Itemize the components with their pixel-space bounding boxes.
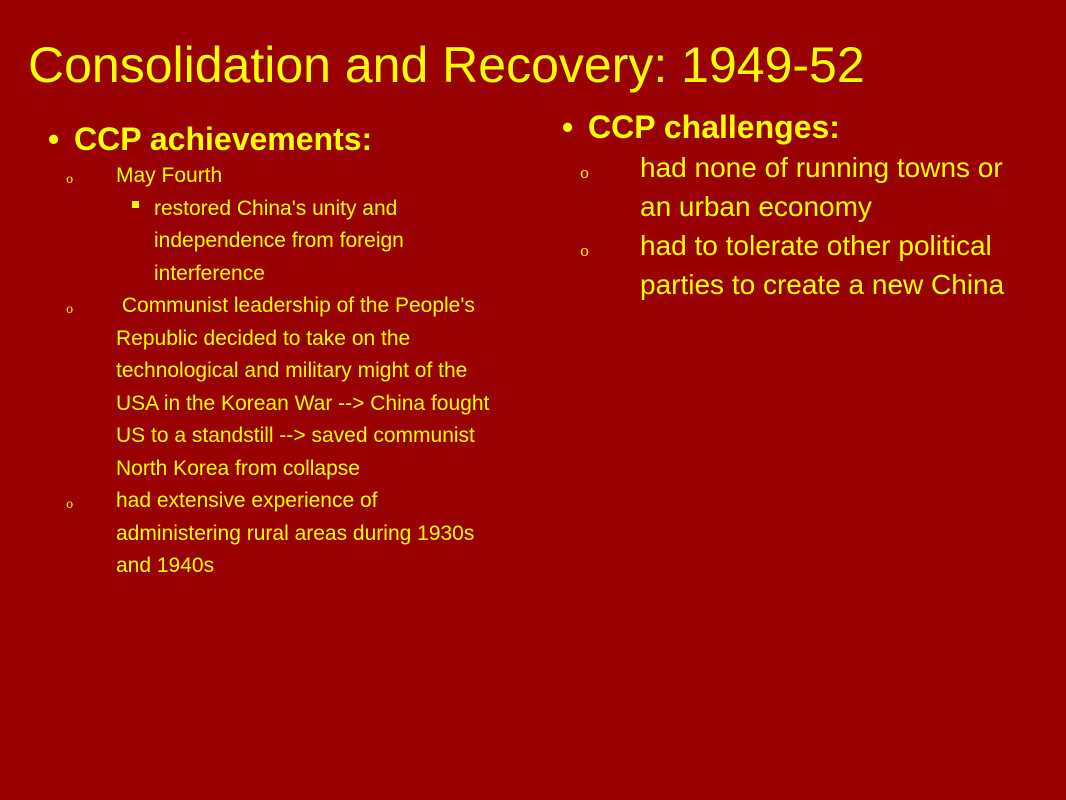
list-item <box>580 226 1032 304</box>
achievements-column <box>48 118 508 583</box>
list-item-text: had none of running towns or an urban economy <box>640 152 1003 222</box>
bullet-dot-icon: • <box>48 121 60 157</box>
achievements-heading-item <box>48 118 508 160</box>
slide-title: Consolidation and Recovery: 1949-52 <box>28 37 865 93</box>
list-item-text: had extensive experience of administering rural areas during 1930s and 1940s <box>116 489 475 577</box>
bullet-dot-icon: • <box>562 109 574 145</box>
hollow-bullet-icon: o <box>580 242 590 260</box>
list-item-text: May Fourth <box>116 164 223 187</box>
hollow-bullet-icon: o <box>66 497 74 511</box>
list-item <box>66 290 508 485</box>
hollow-bullet-icon: o <box>66 302 74 316</box>
sub-list-item <box>116 193 508 291</box>
achievements-heading: CCP achievements: <box>74 121 373 157</box>
hollow-bullet-icon: o <box>580 164 590 182</box>
challenges-heading: CCP challenges: <box>588 109 840 145</box>
challenges-heading-item <box>562 106 1032 148</box>
list-item-text: Communist leadership of the People's Republic decided to take on the technological and military might of the USA in the Korean War --> China fought US to a standstill --> saved communist North Korea from collapse <box>116 294 496 480</box>
hollow-bullet-icon: o <box>66 172 74 186</box>
list-item <box>66 160 508 193</box>
list-item-text: had to tolerate other political parties to create a new China <box>640 230 1005 300</box>
square-bullet-icon <box>132 201 139 208</box>
sub-list-item-text: restored China's unity and independence from foreign interference <box>154 196 404 285</box>
challenges-column <box>562 106 1032 304</box>
list-item <box>66 485 508 583</box>
list-item <box>580 148 1032 226</box>
